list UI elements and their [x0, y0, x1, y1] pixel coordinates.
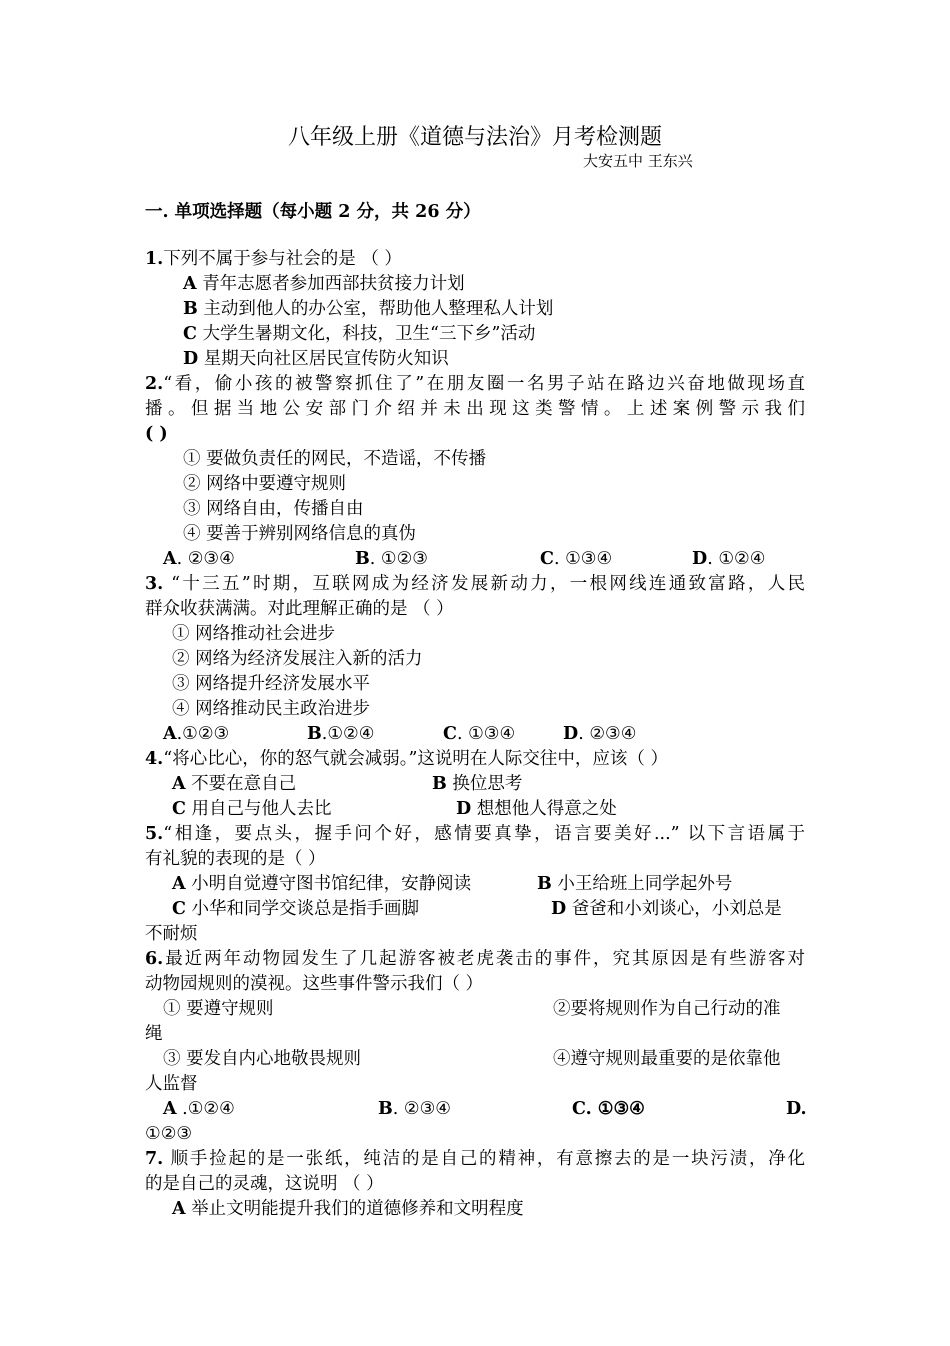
q2-answer-blank: ( ): [145, 424, 168, 444]
author-line: 大安五中 王东兴: [583, 152, 693, 170]
q5-option-d: D 爸爸和小刘谈心，小刘总是: [551, 899, 782, 919]
q2-statement-2: ② 网络中要遵守规则: [183, 474, 347, 494]
q1-option-d: D 星期天向社区居民宣传防火知识: [183, 349, 449, 369]
q3-choice-d: D. ②③④: [563, 724, 637, 744]
q3-statement-2: ② 网络为经济发展注入新的活力: [172, 649, 423, 669]
q6-choice-a: A .①②④: [163, 1099, 235, 1119]
q2-statement-1: ① 要做负责任的网民，不造谣，不传播: [183, 449, 487, 469]
q5-option-b: B 小王给班上同学起外号: [537, 874, 733, 894]
q6-stem-line1: 6.最近两年动物园发生了几起游客被老虎袭击的事件，究其原因是有些游客对: [145, 949, 805, 969]
q3-statement-3: ③ 网络提升经济发展水平: [172, 674, 371, 694]
q2-statement-3: ③ 网络自由，传播自由: [183, 499, 364, 519]
q6-stem-line2: 动物园规则的漠视。这些事件警示我们（ ）: [145, 974, 484, 994]
q3-choice-c: C. ①③④: [443, 724, 516, 744]
q1-stem: 1.下列不属于参与社会的是 （ ）: [145, 249, 402, 269]
q3-choice-b: B.①②④: [307, 724, 375, 744]
q2-choice-a: A. ②③④: [163, 549, 235, 569]
q4-option-a: A 不要在意自己: [172, 774, 297, 794]
q3-statement-1: ① 网络推动社会进步: [172, 624, 336, 644]
q2-choice-b: B. ①②③: [355, 549, 428, 569]
q6-choice-d: D.: [786, 1099, 807, 1119]
q6-statement-4: ④遵守规则最重要的是依靠他: [553, 1049, 781, 1069]
q2-stem-line2: 播。但据当地公安部门介绍并未出现这类警情。上述案例警示我们: [145, 399, 805, 419]
q6-statement-4-continued: 人监督: [145, 1074, 198, 1094]
q2-statement-4: ④ 要善于辨别网络信息的真伪: [183, 524, 417, 544]
q6-statement-1: ① 要遵守规则: [163, 999, 274, 1019]
q1-option-c: C 大学生暑期文化，科技，卫生“三下乡”活动: [183, 324, 536, 344]
q4-option-d: D 想想他人得意之处: [456, 799, 617, 819]
q2-choice-c: C. ①③④: [540, 549, 613, 569]
q4-stem: 4.“将心比心，你的怒气就会减弱。”这说明在人际交往中，应该（ ）: [145, 749, 668, 769]
q6-statement-3: ③ 要发自内心地敬畏规则: [163, 1049, 362, 1069]
q1-option-a: A 青年志愿者参加西部扶贫接力计划: [183, 274, 465, 294]
q6-choice-c: C. ①③④: [572, 1099, 645, 1119]
page-title: 八年级上册《道德与法治》月考检测题: [287, 125, 662, 150]
q4-option-c: C 用自己与他人去比: [172, 799, 332, 819]
q2-choice-d: D. ①②④: [692, 549, 766, 569]
q4-option-b: B 换位思考: [432, 774, 523, 794]
q5-option-c: C 小华和同学交谈总是指手画脚: [172, 899, 419, 919]
q7-stem-line1: 7. 顺手捡起的是一张纸，纯洁的是自己的精神，有意擦去的是一块污渍，净化: [145, 1149, 805, 1169]
q6-statement-2-continued: 绳: [145, 1024, 163, 1044]
q7-option-a: A 举止文明能提升我们的道德修养和文明程度: [172, 1199, 524, 1219]
q3-stem-line2: 群众收获满满。对此理解正确的是 （ ）: [145, 599, 454, 619]
q1-option-b: B 主动到他人的办公室，帮助他人整理私人计划: [183, 299, 554, 319]
section-heading: 一. 单项选择题（每小题 2 分，共 26 分）: [145, 202, 481, 222]
q3-choice-a: A.①②③: [163, 724, 230, 744]
q7-stem-line2: 的是自己的灵魂，这说明 （ ）: [145, 1174, 384, 1194]
q6-statement-2: ②要将规则作为自己行动的准: [553, 999, 781, 1019]
q3-statement-4: ④ 网络推动民主政治进步: [172, 699, 371, 719]
q6-choice-d-continued: ①②③: [145, 1124, 193, 1144]
q5-stem-line1: 5.“相逢，要点头，握手问个好，感情要真挚，语言要美好...” 以下言语属于: [145, 824, 805, 844]
q3-stem-line1: 3. “十三五”时期，互联网成为经济发展新动力，一根网线连通致富路，人民: [145, 574, 805, 594]
q6-choice-b: B. ②③④: [378, 1099, 451, 1119]
q5-option-d-continued: 不耐烦: [145, 924, 198, 944]
q5-option-a: A 小明自觉遵守图书馆纪律，安静阅读: [172, 874, 472, 894]
q5-stem-line2: 有礼貌的表现的是（ ）: [145, 849, 326, 869]
q2-stem-line1: 2.“看，偷小孩的被警察抓住了”在朋友圈一名男子站在路边兴奋地做现场直: [145, 374, 805, 394]
